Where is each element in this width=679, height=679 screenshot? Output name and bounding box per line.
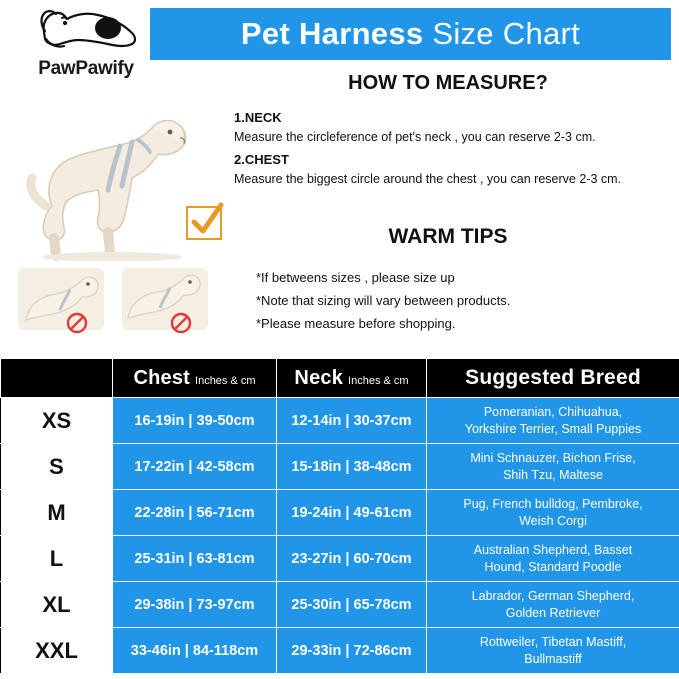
header-chest-units: Inches & cm [195,374,256,387]
dog-thumb-illustration [18,268,104,330]
row-neck-s: 15-18in | 38-48cm [277,444,427,490]
row-chest-s: 17-22in | 42-58cm [113,444,277,490]
row-neck-xl: 25-30in | 65-78cm [277,582,427,628]
measure-step2-head: 2.CHEST [234,152,289,168]
row-size-l: L [1,536,113,582]
brand-name: PawPawify [38,58,134,79]
row-breed-xxl: Rottweiler, Tibetan Mastiff, Bullmastiff [427,628,679,674]
row-chest-xl: 29-38in | 73-97cm [113,582,277,628]
row-size-m: M [1,490,113,536]
row-chest-l: 25-31in | 63-81cm [113,536,277,582]
prohibited-icon [170,312,192,334]
dog-thumb-illustration [122,268,208,330]
row-size-xxl: XXL [1,628,113,674]
row-chest-xxl: 33-46in | 84-118cm [113,628,277,674]
page-title [241,16,580,52]
table-row [1,582,679,628]
row-size-xl: XL [1,582,113,628]
brand-logo [10,6,150,86]
header-cell-breed [427,359,679,398]
header-cell-blank [1,359,113,398]
size-table-header [1,359,679,398]
row-breed-l: Australian Shepherd, Basset Hound, Standard Poodle [427,536,679,582]
measure-step1-text: Measure the circleference of pet's neck , you can reserve 2-3 cm. [234,129,596,144]
row-size-xs: XS [1,398,113,444]
warm-tip-item: *Note that sizing will vary between products. [256,293,511,309]
table-header-row [1,359,679,398]
row-breed-xl: Labrador, German Shepherd, Golden Retriever [427,582,679,628]
warm-tip-item: *Please measure before shopping. [256,316,456,332]
measure-step2-text: Measure the biggest circle around the chest , you can reserve 2-3 cm. [234,171,621,186]
row-chest-xs: 16-19in | 39-50cm [113,398,277,444]
size-table-body [1,398,679,674]
table-row [1,536,679,582]
header-cell-neck [277,359,427,398]
dog-head-icon [32,6,142,54]
size-table [0,358,679,674]
orange-check-icon [188,200,226,240]
row-breed-m: Pug, French bulldog, Pembroke, Weish Corgi [427,490,679,536]
warm-tip-item: *If betweens sizes , please size up [256,270,455,285]
row-neck-xxl: 29-33in | 72-86cm [277,628,427,674]
how-to-measure-title: HOW TO MEASURE? [348,72,548,94]
page-title-bold: Pet Harness [240,16,433,51]
warm-tips-list [256,266,676,335]
header-cell-chest [113,359,277,398]
table-row [1,398,679,444]
measure-step1-head: 1.NECK [234,110,282,125]
table-row [1,444,679,490]
header-chest-label: Chest [133,366,191,389]
table-row [1,628,679,674]
row-size-s: S [1,444,113,490]
table-row [1,490,679,536]
warm-tips-title: WARM TIPS [388,225,508,248]
row-neck-l: 23-27in | 60-70cm [277,536,427,582]
page-title-light: Size Chart [432,16,581,51]
row-neck-xs: 12-14in | 30-37cm [277,398,427,444]
row-neck-m: 19-24in | 49-61cm [277,490,427,536]
header-neck-units: Inches & cm [348,374,409,387]
row-breed-s: Mini Schnauzer, Bichon Frise, Shih Tzu, Maltese [427,444,679,490]
row-chest-m: 22-28in | 56-71cm [113,490,277,536]
row-breed-xs: Pomeranian, Chihuahua, Yorkshire Terrier, Small Puppies [427,398,679,444]
incorrect-measurement-photo-2 [122,268,208,330]
prohibited-icon [66,312,88,334]
how-to-measure-body [234,108,674,189]
header-breed-label: Suggested Breed [465,366,641,389]
incorrect-measurement-photo-1 [18,268,104,330]
header-banner [150,8,671,60]
header-neck-label: Neck [294,366,344,389]
